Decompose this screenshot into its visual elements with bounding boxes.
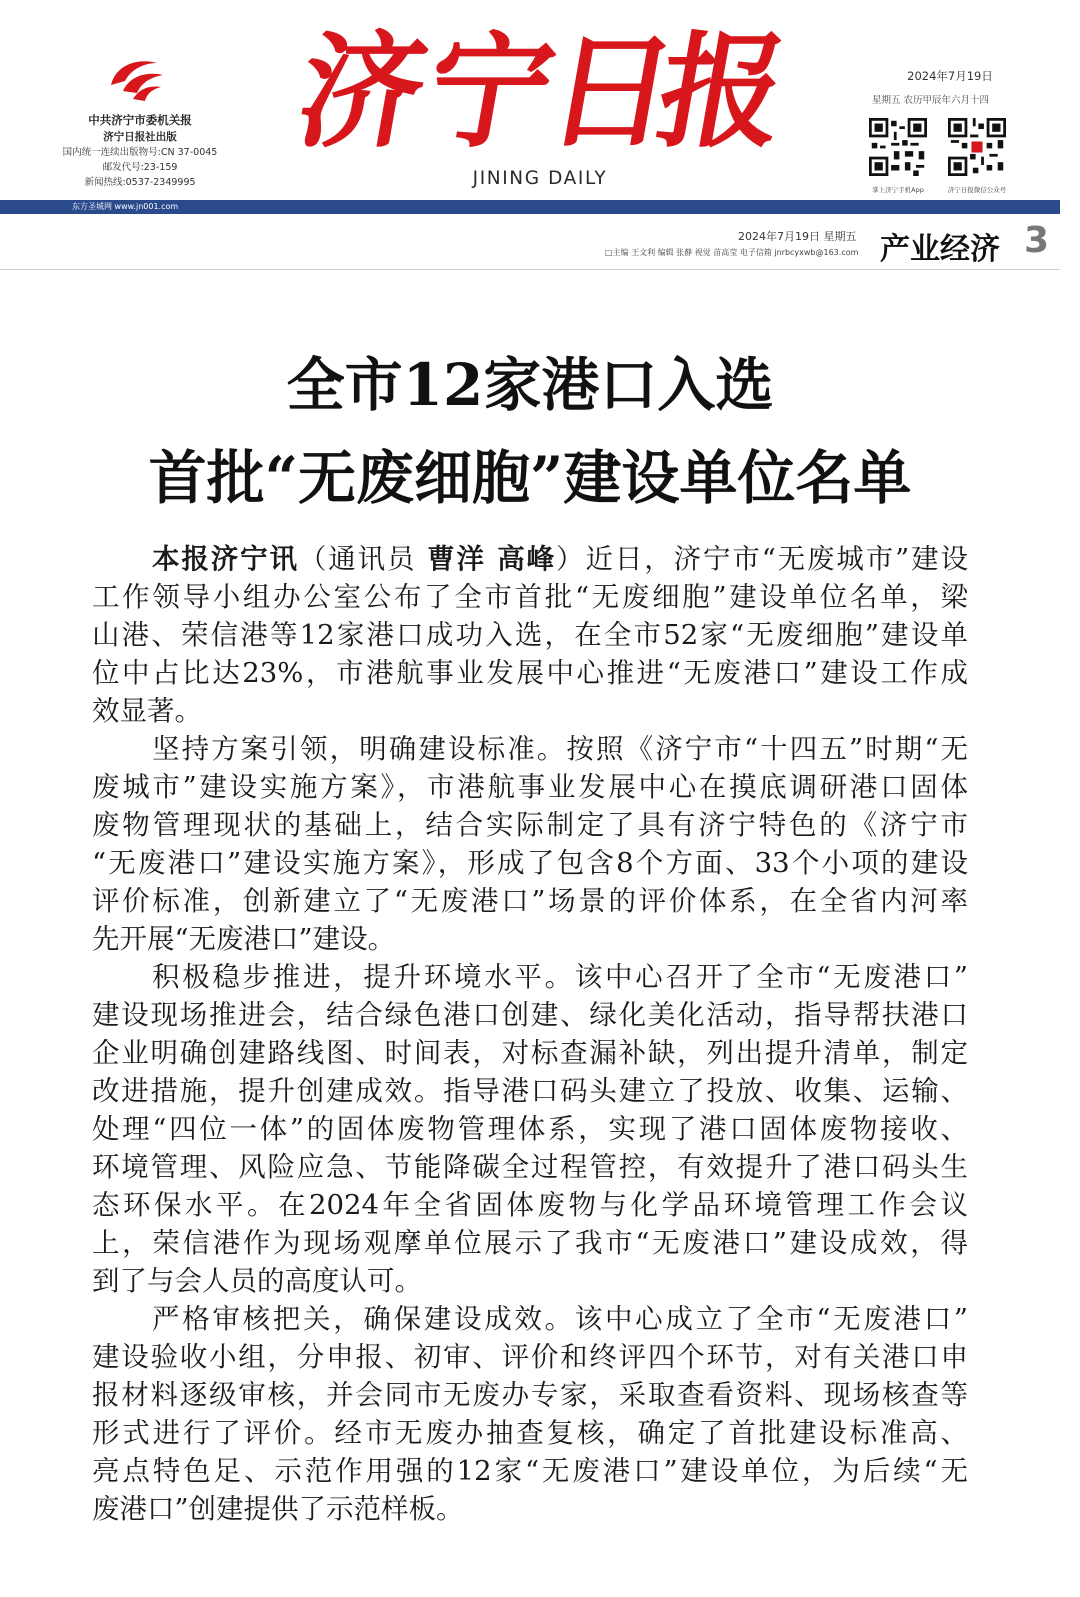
issn-number: 国内统一连续出版物号:CN 37-0045 (62, 147, 218, 158)
qr-code-icon (869, 118, 927, 176)
article-line: 效显著。 (92, 695, 202, 727)
article-line: 态环保水平。在2024年全省固体废物与化学品环境管理工作会议 (92, 1189, 968, 1221)
title-char: 报 (647, 20, 797, 165)
website-text: 东方圣城网 www.jn001.com (72, 202, 179, 211)
article-line: 评价标准，创新建立了“无废港口”场景的评价体系，在全省内河率 (92, 885, 968, 917)
newspaper-title (287, 18, 797, 168)
article-line: 改进措施，提升创建成效。指导港口码头建立了投放、收集、运输、 (92, 1075, 968, 1107)
qr-code-icon (948, 118, 1006, 176)
article-line: 废港口”创建提供了示范样板。 (92, 1493, 464, 1525)
publisher-name: 济宁日报社出版 (103, 131, 177, 143)
section-title: 产业经济 (880, 232, 1000, 267)
article-line: 坚持方案引领，明确建设标准。按照《济宁市“十四五”时期“无 (152, 733, 968, 765)
postal-code: 邮发代号:23-159 (102, 162, 178, 173)
byline-open: （通讯员 (298, 543, 428, 575)
editor-credits: □主编 王文利 编辑 张静 视觉 苗高莹 电子信箱 jnrbcyxwb@163.com (605, 248, 859, 257)
dateline: 本报济宁讯 (152, 543, 299, 575)
article-line: 报材料逐级审核，并会同市无废办专家，采取查看资料、现场核查等 (92, 1379, 968, 1411)
page-header (0, 214, 1060, 270)
article-line: 先开展“无废港口”建设。 (92, 923, 396, 955)
newspaper-logo-icon (105, 55, 167, 105)
article-line: 建设验收小组，分申报、初审、评价和终评四个环节，对有关港口申 (92, 1341, 968, 1373)
article-line (92, 540, 968, 578)
article-line: 建设现场推进会，结合绿色港口创建、绿化美化活动，指导帮扶港口 (92, 999, 968, 1031)
issue-date: 2024年7月19日 (907, 69, 993, 83)
article-line: 废物管理现状的基础上，结合实际制定了具有济宁特色的《济宁市 (92, 809, 968, 841)
organ-name: 中共济宁市委机关报 (88, 113, 192, 127)
qr-caption: 济宁日报微信公众号 (947, 186, 1007, 194)
title-char: 宁 (415, 20, 565, 165)
article-line: 环境管理、风险应急、节能降碳全过程管控，有效提升了港口码头生 (92, 1151, 968, 1183)
article-body (92, 540, 968, 1528)
article-line: “无废港口”建设实施方案》，形成了包含8个方面、33个小项的建设 (92, 847, 968, 879)
title-char: 日 (537, 20, 687, 165)
news-hotline: 新闻热线:0537-2349995 (84, 177, 196, 188)
issue-lunar-date: 星期五 农历甲辰年六月十四 (872, 95, 990, 106)
byline-close: ） (556, 543, 586, 575)
article-line: 位中占比达23%，市港航事业发展中心推进“无废港口”建设工作成 (92, 657, 968, 689)
article-line-text: 近日，济宁市“无废城市”建设 (585, 543, 969, 575)
title-char: 济 (287, 20, 437, 165)
page-date: 2024年7月19日 星期五 (738, 230, 857, 243)
article-line: 形式进行了评价。经市无废办抽查复核，确定了首批建设标准高、 (92, 1417, 968, 1449)
article-line: 积极稳步推进，提升环境水平。该中心召开了全市“无废港口” (152, 961, 968, 993)
article-line: 到了与会人员的高度认可。 (92, 1265, 422, 1297)
headline-line-1: 全市12家港口入选 (286, 351, 774, 419)
article-line: 处理“四位一体”的固体废物管理体系，实现了港口固体废物接收、 (92, 1113, 968, 1145)
article-line: 废城市”建设实施方案》，市港航事业发展中心在摸底调研港口固体 (92, 771, 968, 803)
article-line: 企业明确创建路线图、时间表，对标查漏补缺，列出提升清单，制定 (92, 1037, 968, 1069)
qr-caption: 掌上济宁手机App (872, 186, 924, 194)
article-line: 亮点特色足、示范作用强的12家“无废港口”建设单位，为后续“无 (92, 1455, 968, 1487)
masthead (0, 0, 1080, 205)
qr-app (853, 118, 943, 194)
publisher-info (40, 112, 240, 190)
article-line: 工作领导小组办公室公布了全市首批“无废细胞”建设单位名单，梁 (92, 581, 968, 613)
article-line: 山港、荣信港等12家港口成功入选，在全市52家“无废细胞”建设单 (92, 619, 968, 651)
headline-line-2: 首批“无废细胞”建设单位名单 (148, 444, 912, 512)
newspaper-subtitle: JINING DAILY (472, 168, 608, 189)
qr-wechat (932, 118, 1022, 194)
article-line: 严格审核把关，确保建设成效。该中心成立了全市“无废港口” (152, 1303, 968, 1335)
website-strip (0, 200, 1060, 214)
reporter-names: 曹洋 高峰 (427, 543, 557, 575)
page-number: 3 (1024, 220, 1050, 261)
article-line: 上，荣信港作为现场观摩单位展示了我市“无废港口”建设成效，得 (92, 1227, 968, 1259)
